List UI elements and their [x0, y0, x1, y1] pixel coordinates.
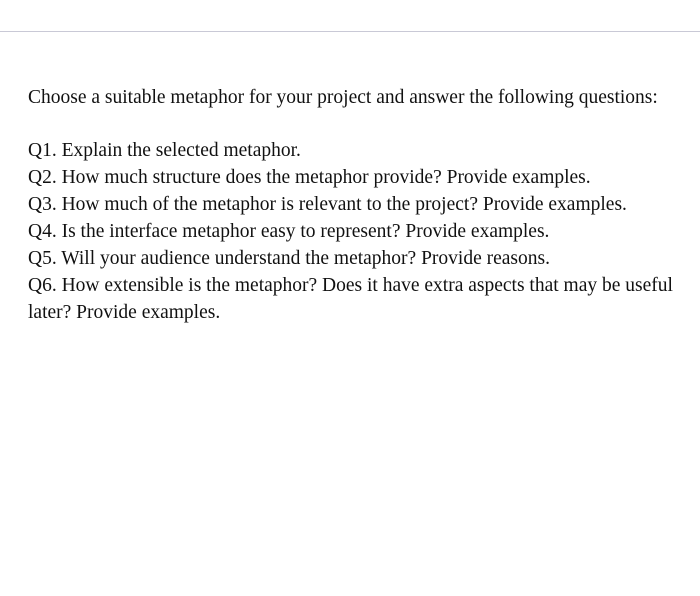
- intro-paragraph: Choose a suitable metaphor for your project and answer the following questions:: [28, 87, 658, 108]
- question-item-1: Q1. Explain the selected metaphor.: [28, 140, 301, 161]
- question-item-4: Q4. Is the interface metaphor easy to represent? Provide examples.: [28, 221, 550, 242]
- top-divider: [0, 31, 700, 32]
- question-item-6: Q6. How extensible is the metaphor? Does it have extra aspects that may be useful later? Provide examples.: [28, 275, 673, 323]
- question-item-3: Q3. How much of the metaphor is relevant to the project? Provide examples.: [28, 194, 627, 215]
- question-list: [28, 137, 678, 326]
- question-item-5: Q5. Will your audience understand the metaphor? Provide reasons.: [28, 248, 550, 269]
- document-body: [28, 84, 678, 326]
- question-item-2: Q2. How much structure does the metaphor provide? Provide examples.: [28, 167, 591, 188]
